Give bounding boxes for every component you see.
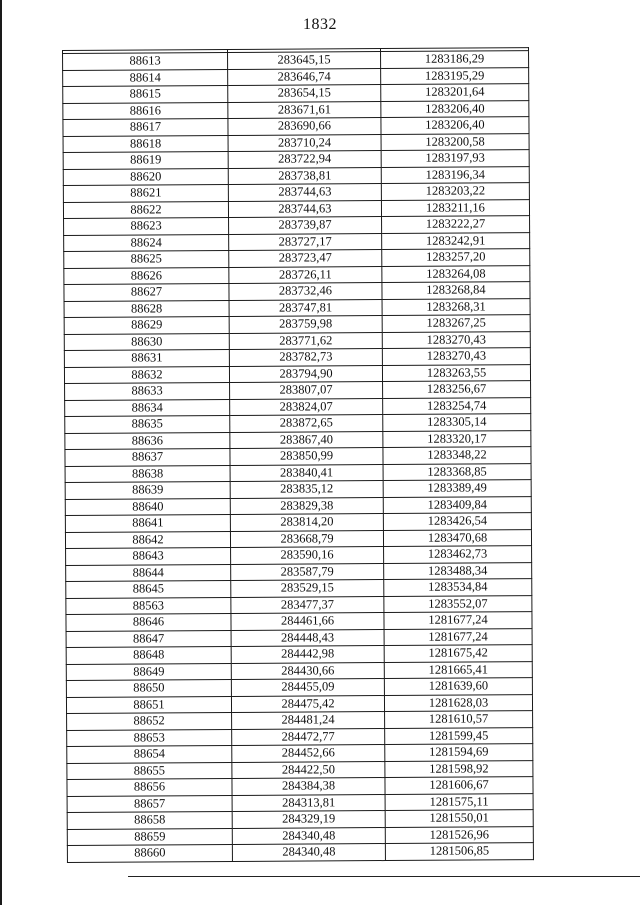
point-number-cell: 88615 [63, 85, 228, 103]
point-number-cell: 88642 [65, 531, 230, 549]
point-number-cell: 88636 [65, 432, 230, 450]
x-coordinate-cell: 284422,50 [232, 761, 385, 778]
y-coordinate-cell: 1283200,58 [381, 133, 529, 150]
y-coordinate-cell: 1283305,14 [383, 414, 531, 431]
y-coordinate-cell: 1283222,27 [382, 216, 530, 233]
y-coordinate-cell: 1283320,17 [383, 430, 531, 447]
y-coordinate-cell: 1281677,24 [384, 628, 532, 645]
point-number-cell: 88655 [67, 762, 232, 780]
point-number-cell: 88623 [64, 217, 229, 235]
x-coordinate-cell: 284455,09 [231, 679, 384, 696]
y-coordinate-cell: 1283267,25 [382, 315, 530, 332]
y-coordinate-cell: 1283268,31 [382, 298, 530, 315]
x-coordinate-cell: 284340,48 [232, 844, 385, 861]
point-number-cell: 88660 [67, 844, 232, 862]
x-coordinate-cell: 283744,63 [228, 200, 381, 217]
x-coordinate-cell: 284430,66 [231, 662, 384, 679]
point-number-cell: 88622 [63, 201, 228, 219]
point-number-cell: 88633 [65, 382, 230, 400]
x-coordinate-cell: 283722,94 [228, 151, 381, 168]
point-number-cell: 88618 [63, 135, 228, 153]
point-number-cell: 88658 [67, 811, 232, 829]
point-number-cell: 88656 [67, 778, 232, 796]
x-coordinate-cell: 283872,65 [230, 415, 383, 432]
point-number-cell: 88563 [66, 597, 231, 615]
x-coordinate-cell: 284340,48 [232, 827, 385, 844]
y-coordinate-cell: 1283201,64 [381, 84, 529, 101]
point-number-cell: 88634 [65, 399, 230, 417]
point-number-cell: 88659 [67, 828, 232, 846]
x-coordinate-cell: 283654,15 [228, 85, 381, 102]
y-coordinate-cell: 1283268,84 [382, 282, 530, 299]
y-coordinate-cell: 1283203,22 [381, 183, 529, 200]
x-coordinate-cell: 283807,07 [230, 382, 383, 399]
point-number-cell: 88626 [64, 267, 229, 285]
y-coordinate-cell: 1283206,40 [381, 117, 529, 134]
x-coordinate-cell: 283529,15 [231, 580, 384, 597]
x-coordinate-cell: 284475,42 [231, 695, 384, 712]
point-number-cell: 88651 [66, 696, 231, 714]
y-coordinate-cell: 1283534,84 [384, 579, 532, 596]
y-coordinate-cell: 1281550,01 [385, 810, 533, 827]
point-number-cell: 88649 [66, 663, 231, 681]
point-number-cell: 88648 [66, 646, 231, 664]
point-number-cell: 88640 [65, 498, 230, 516]
y-coordinate-cell: 1283462,73 [384, 546, 532, 563]
y-coordinate-cell: 1283242,91 [382, 232, 530, 249]
y-coordinate-cell: 1283488,34 [384, 562, 532, 579]
point-number-cell: 88625 [64, 250, 229, 268]
point-number-cell: 88627 [64, 283, 229, 301]
point-number-cell: 88638 [65, 465, 230, 483]
x-coordinate-cell: 283690,66 [228, 118, 381, 135]
x-coordinate-cell: 283747,81 [229, 299, 382, 316]
y-coordinate-cell: 1281575,11 [385, 793, 533, 810]
point-number-cell: 88644 [66, 564, 231, 582]
x-coordinate-cell: 283732,46 [229, 283, 382, 300]
y-coordinate-cell: 1283348,22 [383, 447, 531, 464]
y-coordinate-cell: 1281677,24 [384, 612, 532, 629]
y-coordinate-cell: 1283256,67 [383, 381, 531, 398]
x-coordinate-cell: 283645,15 [228, 52, 381, 69]
x-coordinate-cell: 283587,79 [231, 563, 384, 580]
scan-edge-mark [0, 0, 2, 905]
x-coordinate-cell: 283829,38 [230, 497, 383, 514]
point-number-cell: 88646 [66, 613, 231, 631]
y-coordinate-cell: 1283470,68 [383, 529, 531, 546]
x-coordinate-cell: 283794,90 [229, 365, 382, 382]
x-coordinate-cell: 283727,17 [229, 233, 382, 250]
x-coordinate-cell: 283668,79 [230, 530, 383, 547]
point-number-cell: 88641 [65, 514, 230, 532]
x-coordinate-cell: 283723,47 [229, 250, 382, 267]
y-coordinate-cell: 1283409,84 [383, 496, 531, 513]
point-number-cell: 88619 [63, 151, 228, 169]
y-coordinate-cell: 1281599,45 [385, 727, 533, 744]
point-number-cell: 88631 [64, 349, 229, 367]
x-coordinate-cell: 283646,74 [228, 68, 381, 85]
point-number-cell: 88620 [63, 168, 228, 186]
y-coordinate-cell: 1281675,42 [384, 645, 532, 662]
y-coordinate-cell: 1283426,54 [383, 513, 531, 530]
point-number-cell: 88635 [65, 415, 230, 433]
point-number-cell: 88628 [64, 300, 229, 318]
x-coordinate-cell: 283840,41 [230, 464, 383, 481]
point-number-cell: 88652 [67, 712, 232, 730]
x-coordinate-cell: 284481,24 [232, 712, 385, 729]
x-coordinate-cell: 284461,66 [231, 613, 384, 630]
y-coordinate-cell: 1281506,85 [385, 843, 533, 860]
x-coordinate-cell: 283477,37 [231, 596, 384, 613]
x-coordinate-cell: 283835,12 [230, 481, 383, 498]
point-number-cell: 88645 [66, 580, 231, 598]
y-coordinate-cell: 1281628,03 [384, 694, 532, 711]
x-coordinate-cell: 283671,61 [228, 101, 381, 118]
point-number-cell: 88632 [64, 366, 229, 384]
y-coordinate-cell: 1283186,29 [381, 51, 529, 68]
x-coordinate-cell: 284452,66 [232, 745, 385, 762]
x-coordinate-cell: 284448,43 [231, 629, 384, 646]
y-coordinate-cell: 1283552,07 [384, 595, 532, 612]
bottom-rule [128, 876, 640, 877]
x-coordinate-cell: 283759,98 [229, 316, 382, 333]
y-coordinate-cell: 1283263,55 [382, 364, 530, 381]
point-number-cell: 88654 [67, 745, 232, 763]
x-coordinate-cell: 283814,20 [230, 514, 383, 531]
y-coordinate-cell: 1281606,67 [385, 777, 533, 794]
y-coordinate-cell: 1281594,69 [385, 744, 533, 761]
x-coordinate-cell: 283710,24 [228, 134, 381, 151]
point-number-cell: 88643 [66, 547, 231, 565]
y-coordinate-cell: 1283195,29 [381, 67, 529, 84]
point-number-cell: 88639 [65, 481, 230, 499]
x-coordinate-cell: 283782,73 [229, 349, 382, 366]
point-number-cell: 88657 [67, 795, 232, 813]
x-coordinate-cell: 283726,11 [229, 266, 382, 283]
point-number-cell: 88630 [64, 333, 229, 351]
point-number-cell: 88613 [63, 52, 228, 70]
x-coordinate-cell: 283744,63 [228, 184, 381, 201]
x-coordinate-cell: 284313,81 [232, 794, 385, 811]
point-number-cell: 88614 [63, 69, 228, 87]
coordinates-table [62, 47, 534, 862]
point-number-cell: 88617 [63, 118, 228, 136]
y-coordinate-cell: 1281610,57 [385, 711, 533, 728]
point-number-cell: 88653 [67, 729, 232, 747]
x-coordinate-cell: 284442,98 [231, 646, 384, 663]
x-coordinate-cell: 283850,99 [230, 448, 383, 465]
y-coordinate-cell: 1283206,40 [381, 100, 529, 117]
y-coordinate-cell: 1283211,16 [381, 199, 529, 216]
y-coordinate-cell: 1283270,43 [382, 348, 530, 365]
x-coordinate-cell: 283771,62 [229, 332, 382, 349]
y-coordinate-cell: 1283389,49 [383, 480, 531, 497]
x-coordinate-cell: 283590,16 [231, 547, 384, 564]
x-coordinate-cell: 284329,19 [232, 811, 385, 828]
x-coordinate-cell: 283739,87 [229, 217, 382, 234]
y-coordinate-cell: 1281639,60 [384, 678, 532, 695]
x-coordinate-cell: 283738,81 [228, 167, 381, 184]
y-coordinate-cell: 1281598,92 [385, 760, 533, 777]
x-coordinate-cell: 283867,40 [230, 431, 383, 448]
table-row [67, 843, 533, 862]
y-coordinate-cell: 1283270,43 [382, 331, 530, 348]
y-coordinate-cell: 1281665,41 [384, 661, 532, 678]
y-coordinate-cell: 1283257,20 [382, 249, 530, 266]
y-coordinate-cell: 1283368,85 [383, 463, 531, 480]
y-coordinate-cell: 1281526,96 [385, 826, 533, 843]
point-number-cell: 88624 [64, 234, 229, 252]
page-number: 1832 [303, 16, 337, 33]
x-coordinate-cell: 283824,07 [230, 398, 383, 415]
point-number-cell: 88616 [63, 102, 228, 120]
y-coordinate-cell: 1283254,74 [383, 397, 531, 414]
y-coordinate-cell: 1283264,08 [382, 265, 530, 282]
x-coordinate-cell: 284472,77 [232, 728, 385, 745]
point-number-cell: 88650 [66, 679, 231, 697]
coordinates-table-body [63, 48, 534, 862]
y-coordinate-cell: 1283197,93 [381, 150, 529, 167]
point-number-cell: 88629 [64, 316, 229, 334]
point-number-cell: 88621 [63, 184, 228, 202]
point-number-cell: 88637 [65, 448, 230, 466]
point-number-cell: 88647 [66, 630, 231, 648]
y-coordinate-cell: 1283196,34 [381, 166, 529, 183]
x-coordinate-cell: 284384,38 [232, 778, 385, 795]
